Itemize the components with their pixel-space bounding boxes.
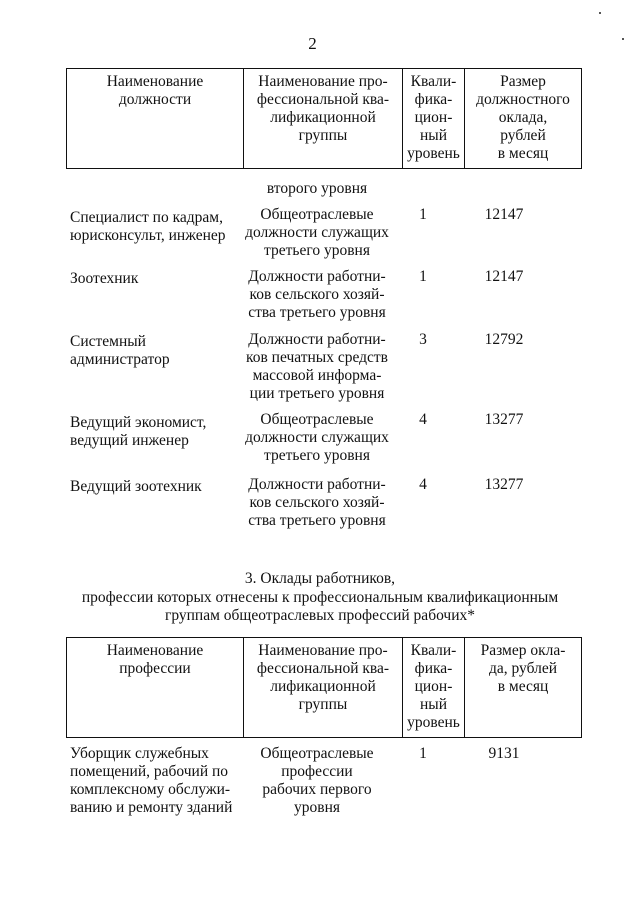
table1-row-salary: 12147 <box>484 206 524 223</box>
table1-row-salary: 13277 <box>484 411 524 428</box>
table2-row-group: Общеотраслевые профессии рабочих первого уровня <box>260 745 374 816</box>
table1-header-salary: Размер должностного оклада, рублей в месяц <box>465 69 582 169</box>
table2-header-group: Наименование про- фессиональной ква- лификационной группы <box>244 638 403 738</box>
page-number: 2 <box>308 34 317 53</box>
table1-row-level: 4 <box>419 411 427 428</box>
table1-continuation: второго уровня <box>266 180 368 197</box>
table1-header <box>66 68 582 169</box>
scan-speck <box>599 12 601 14</box>
table1-row-group: Должности работни- ков сельского хозяй- ства третьего уровня <box>248 268 386 321</box>
table1-header-position: Наименование должности <box>67 69 244 169</box>
section3-title: 3. Оклады работников, <box>244 570 396 587</box>
table2-header <box>66 637 582 738</box>
table1-row-position: Ведущий экономист, ведущий инженер <box>70 414 207 449</box>
table2-row-level: 1 <box>419 745 427 762</box>
table1-row-group: Должности работни- ков сельского хозяй- ства третьего уровня <box>248 476 386 529</box>
table2-header-salary: Размер окла- да, рублей в месяц <box>465 638 582 738</box>
table1-row-position: Зоотехник <box>70 270 139 287</box>
section3-subtitle-line2: группам общеотраслевых профессий рабочих* <box>164 607 476 624</box>
table1-row-salary: 13277 <box>484 476 524 493</box>
table1-header-level: Квали- фика- цион- ный уровень <box>403 69 465 169</box>
table1-row-position: Специалист по кадрам, юрисконсульт, инженер <box>70 209 226 244</box>
table2-row-profession: Уборщик служебных помещений, рабочий по комплексному обслужи- ванию и ремонту зданий <box>70 745 233 816</box>
table1-row-level: 3 <box>419 331 427 348</box>
table1-row-group: Общеотраслевые должности служащих третьего уровня <box>245 206 389 259</box>
table1-row-position: Ведущий зоотехник <box>70 478 202 495</box>
table1-header-group: Наименование про- фессиональной ква- лификационной группы <box>244 69 403 169</box>
table1-row-level: 1 <box>419 206 427 223</box>
table2-header-level: Квали- фика- цион- ный уровень <box>403 638 465 738</box>
table2-header-profession: Наименование профессии <box>67 638 244 738</box>
table1-row-salary: 12792 <box>484 331 524 348</box>
scan-speck <box>622 38 624 40</box>
table2-row-salary: 9131 <box>488 745 520 762</box>
section3-subtitle-line1: профессии которых отнесены к профессиональным квалификационным <box>81 589 559 606</box>
table1-row-level: 1 <box>419 268 427 285</box>
table1-row-group: Должности работни- ков печатных средств массовой информа- ции третьего уровня <box>245 331 389 402</box>
table1-row-group: Общеотраслевые должности служащих третьего уровня <box>245 411 389 464</box>
table1-row-level: 4 <box>419 476 427 493</box>
table1-row-position: Системный администратор <box>70 333 170 368</box>
table1-row-salary: 12147 <box>484 268 524 285</box>
